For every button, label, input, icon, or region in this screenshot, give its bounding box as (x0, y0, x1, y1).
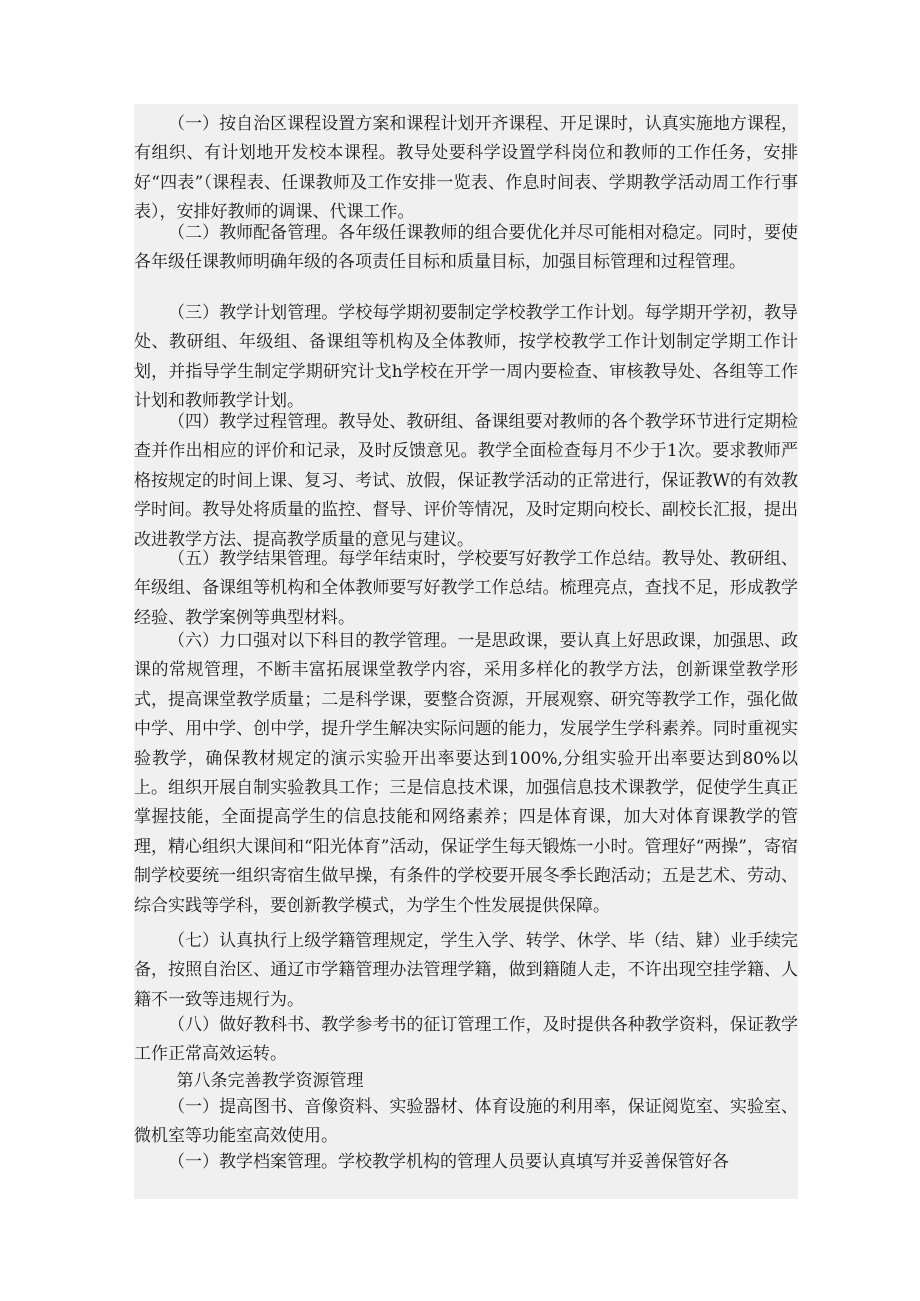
paragraph-4: （四）教学过程管理。教导处、教研组、备课组要对教师的各个教学环节进行定期检查并作出相应的评价和记录，及时反馈意见。教学全面检查每月不少于1次。要求教师严格按规定的时间上课、复习、考试、放假，保证教学活动的正常进行，保证教W的有效教学时间。教导处将质量的监控、督导、评价等情况，及时定期向校长、副校长汇报，提出改进教学方法、提高教学质量的意见与建议。 (134, 412, 798, 550)
paragraph-7: （七）认真执行上级学籍管理规定，学生入学、转学、休学、毕（结、肄）业手续完备，按照自治区、通辽市学籍管理办法管理学籍，做到籍随人走，不许出现空挂学籍、人籍不一致等违规行为。 (134, 931, 798, 1010)
section-heading: 第八条完善教学资源管理 (176, 1071, 364, 1091)
paragraph-3: （三）教学计划管理。学校每学期初要制定学校教学工作计划。每学期开学初，教导处、教研组、年级组、备课组等机构及全体教师，按学校教学工作计划制定学期工作计划，并指导学生制定学期研究计戈h学校在开学一周内要检查、审核教导处、各组等工作计划和教师教学计划。 (134, 303, 798, 412)
paragraph-10: （一）教学档案管理。学校教学机构的管理人员要认真填写并妥善保管好各 (168, 1152, 729, 1172)
paragraph-6: （六）力口强对以下科目的教学管理。一是思政课，要认真上好思政课，加强思、政课的常规管理，不断丰富拓展课堂教学内容，采用多样化的教学方法，创新课堂教学形式，提高课堂教学质量；二是科学课，要整合资源，开展观察、研究等教学工作，强化做中学、用中学、创中学，提升学生解决实际问题的能力，发展学生学科素养。同时重视实验教学，确保教材规定的演示实验开出率要达到100%,分组实验开出率要达到80%以上。组织开展自制实验教具工作；三是信息技术课，加强信息技术课教学，促使学生真正掌握技能，全面提高学生的信息技能和网络素养；四是体育课，加大对体育课教学的管理，精心组织大课间和“阳光体育”活动，保证学生每天锻炼一小时。管理好“两操”，寄宿制学校要统一组织寄宿生做早操，有条件的学校要开展冬季长跑活动；五是艺术、劳动、综合实践等学科，要创新教学模式，为学生个性发展提供保障。 (134, 631, 798, 916)
paragraph-8: （八）做好教科书、教学参考书的征订管理工作，及时提供各种教学资料，保证教学工作正常高效运转。 (134, 1015, 798, 1065)
paragraph-9: （一）提高图书、音像资料、实验器材、体育设施的利用率，保证阅览室、实验室、微机室等功能室高效使用。 (134, 1097, 798, 1147)
paragraph-2: （二）教师配备管理。各年级任课教师的组合要优化并尽可能相对稳定。同时，要使各年级任课教师明确年级的各项责任目标和质量目标，加强目标管理和过程管理。 (134, 223, 798, 273)
paragraph-5: （五）教学结果管理。每学年结束时，学校要写好教学工作总结。教导处、教研组、年级组、备课组等机构和全体教师要写好教学工作总结。梳理亮点，查找不足，形成教学经验、教学案例等典型材料。 (134, 549, 798, 628)
paragraph-1: （一）按自治区课程设置方案和课程计划开齐课程、开足课时，认真实施地方课程，有组织、有计划地开发校本课程。教导处要科学设置学科岗位和教师的工作任务，安排好“四表”（课程表、任课教师及工作安排一览表、作息时间表、学期教学活动周工作行事表），安排好教师的调课、代课工作。 (134, 114, 798, 223)
